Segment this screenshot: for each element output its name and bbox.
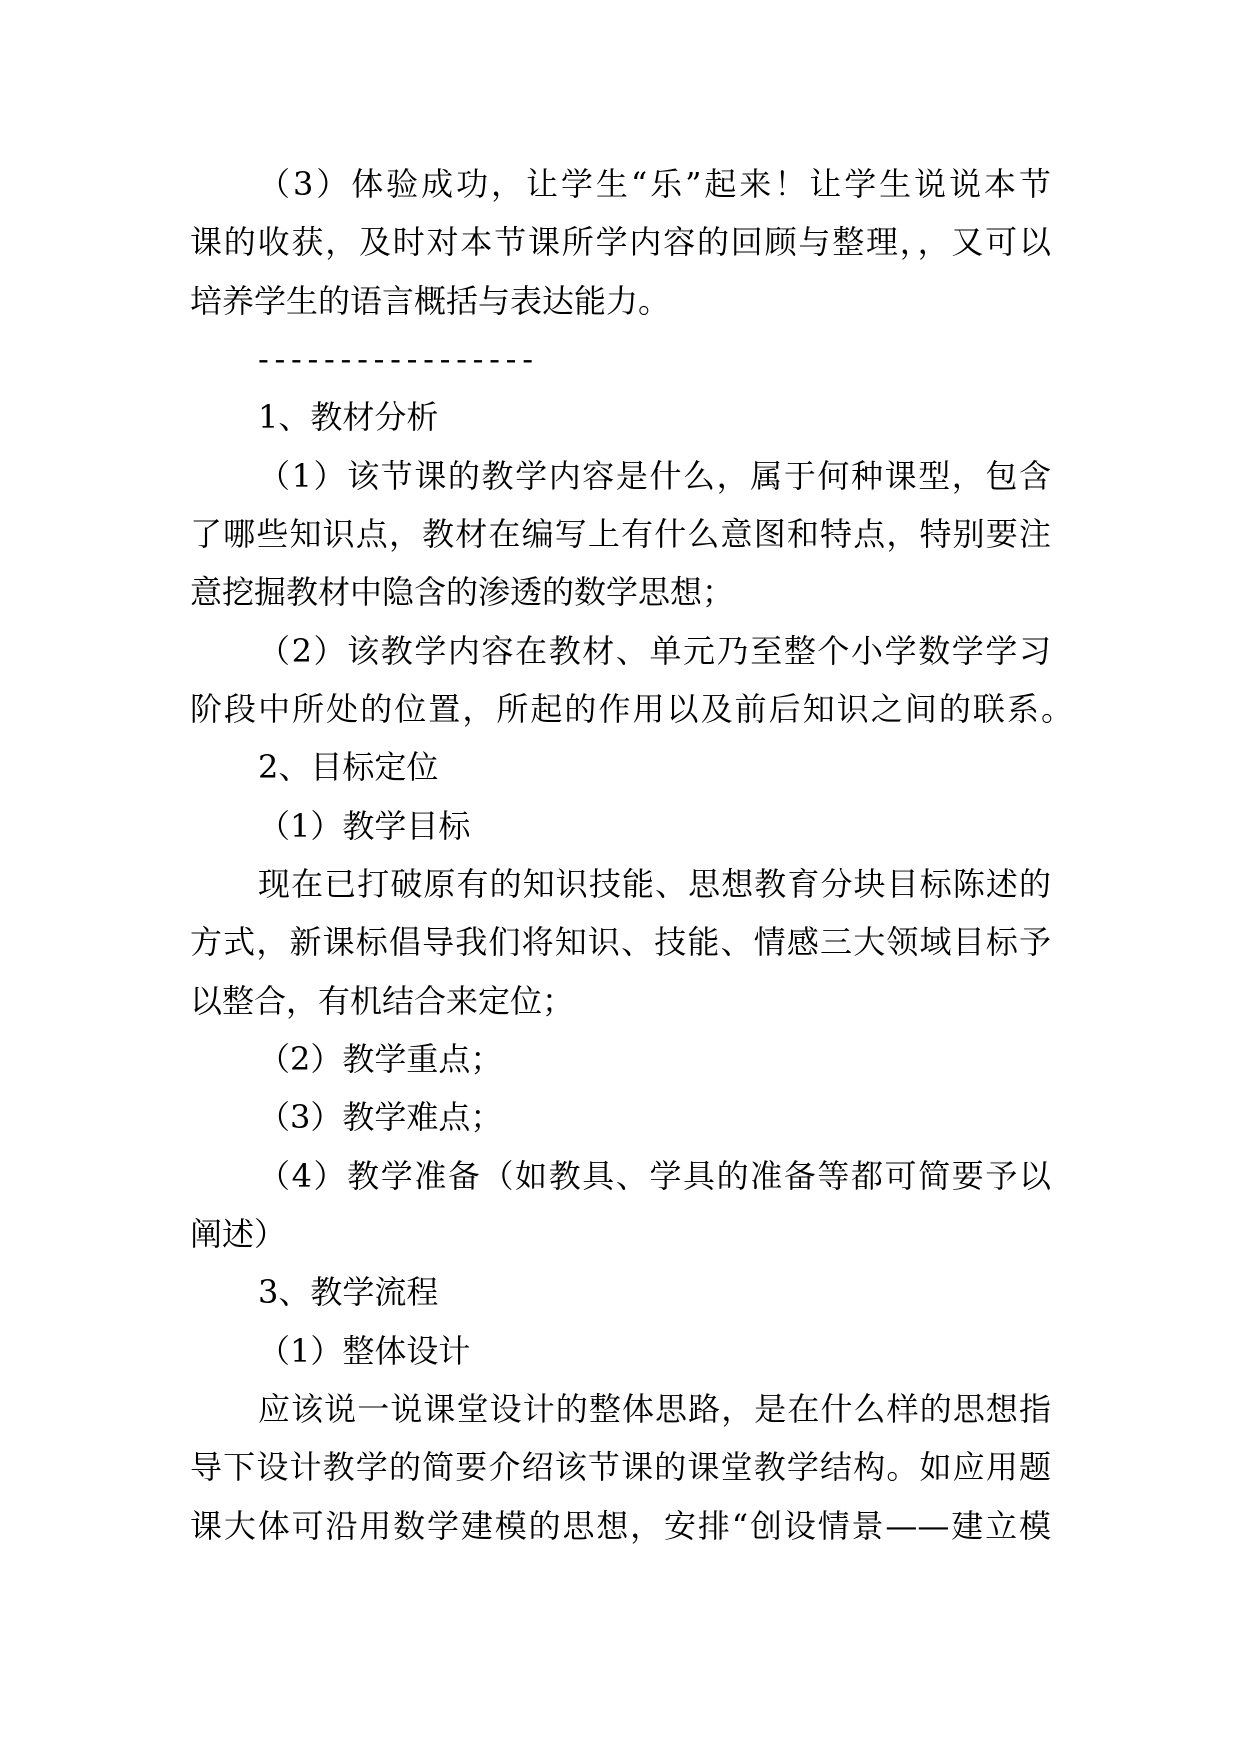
text-line: 阐述） — [190, 1214, 287, 1253]
separator-dashes: ----------------- — [258, 339, 539, 378]
text-line: （2）教学重点； — [258, 1039, 503, 1078]
text-line: 阶段中所处的位置，所起的作用以及前后知识之间的联系。 — [190, 689, 1073, 728]
section-heading: 2、目标定位 — [258, 748, 439, 787]
separator-line — [190, 330, 1073, 388]
text-line: 方式，新课标倡导我们将知识、技能、情感三大领域目标予 — [190, 923, 1051, 962]
text-line: 应该说一说课堂设计的整体思路，是在什么样的思想指 — [258, 1389, 1051, 1428]
subsection-heading: （1）教学目标 — [258, 806, 471, 845]
text-line: （3）教学难点； — [258, 1098, 503, 1137]
paragraph-experience-success — [190, 155, 1073, 330]
text-line: 了哪些知识点，教材在编写上有什么意图和特点，特别要注 — [190, 514, 1051, 553]
paragraph-content-position — [190, 622, 1073, 739]
subheading-teaching-objectives — [190, 797, 1073, 855]
paragraph-lesson-content — [190, 447, 1073, 622]
text-line: （3）体验成功，让学生“乐”起来！让学生说说本节 — [258, 165, 1051, 203]
item-teaching-difficulty — [190, 1088, 1073, 1146]
text-line: （1）该节课的教学内容是什么，属于何种课型，包含 — [258, 456, 1051, 495]
text-line: 意挖掘教材中隐含的渗透的数学思想； — [190, 573, 735, 612]
text-line: （2）该教学内容在教材、单元乃至整个小学数学学习 — [258, 631, 1051, 670]
document-body — [190, 155, 1073, 1555]
text-line: 现在已打破原有的知识技能、思想教育分块目标陈述的 — [258, 864, 1051, 903]
section-heading: 1、教材分析 — [258, 398, 439, 437]
heading-goal-positioning — [190, 738, 1073, 796]
section-heading: 3、教学流程 — [258, 1273, 439, 1312]
item-teaching-focus — [190, 1030, 1073, 1088]
text-line: 课的收获，及时对本节课所学内容的回顾与整理，，又可以 — [190, 223, 1051, 262]
paragraph-overall-design — [190, 1380, 1073, 1555]
text-line: 以整合，有机结合来定位； — [190, 981, 575, 1020]
text-line: 导下设计教学的简要介绍该节课的课堂教学结构。如应用题 — [190, 1448, 1051, 1487]
text-line: （4）教学准备（如教具、学具的准备等都可简要予以 — [258, 1156, 1051, 1195]
heading-textbook-analysis — [190, 388, 1073, 446]
subsection-heading: （1）整体设计 — [258, 1331, 471, 1370]
text-line: 培养学生的语言概括与表达能力。 — [190, 281, 671, 320]
text-line: 课大体可沿用数学建模的思想，安排“创设情景——建立模 — [190, 1506, 1051, 1545]
paragraph-objectives-description — [190, 855, 1073, 1030]
subheading-overall-design — [190, 1322, 1073, 1380]
heading-teaching-process — [190, 1263, 1073, 1321]
item-teaching-preparation — [190, 1147, 1073, 1264]
